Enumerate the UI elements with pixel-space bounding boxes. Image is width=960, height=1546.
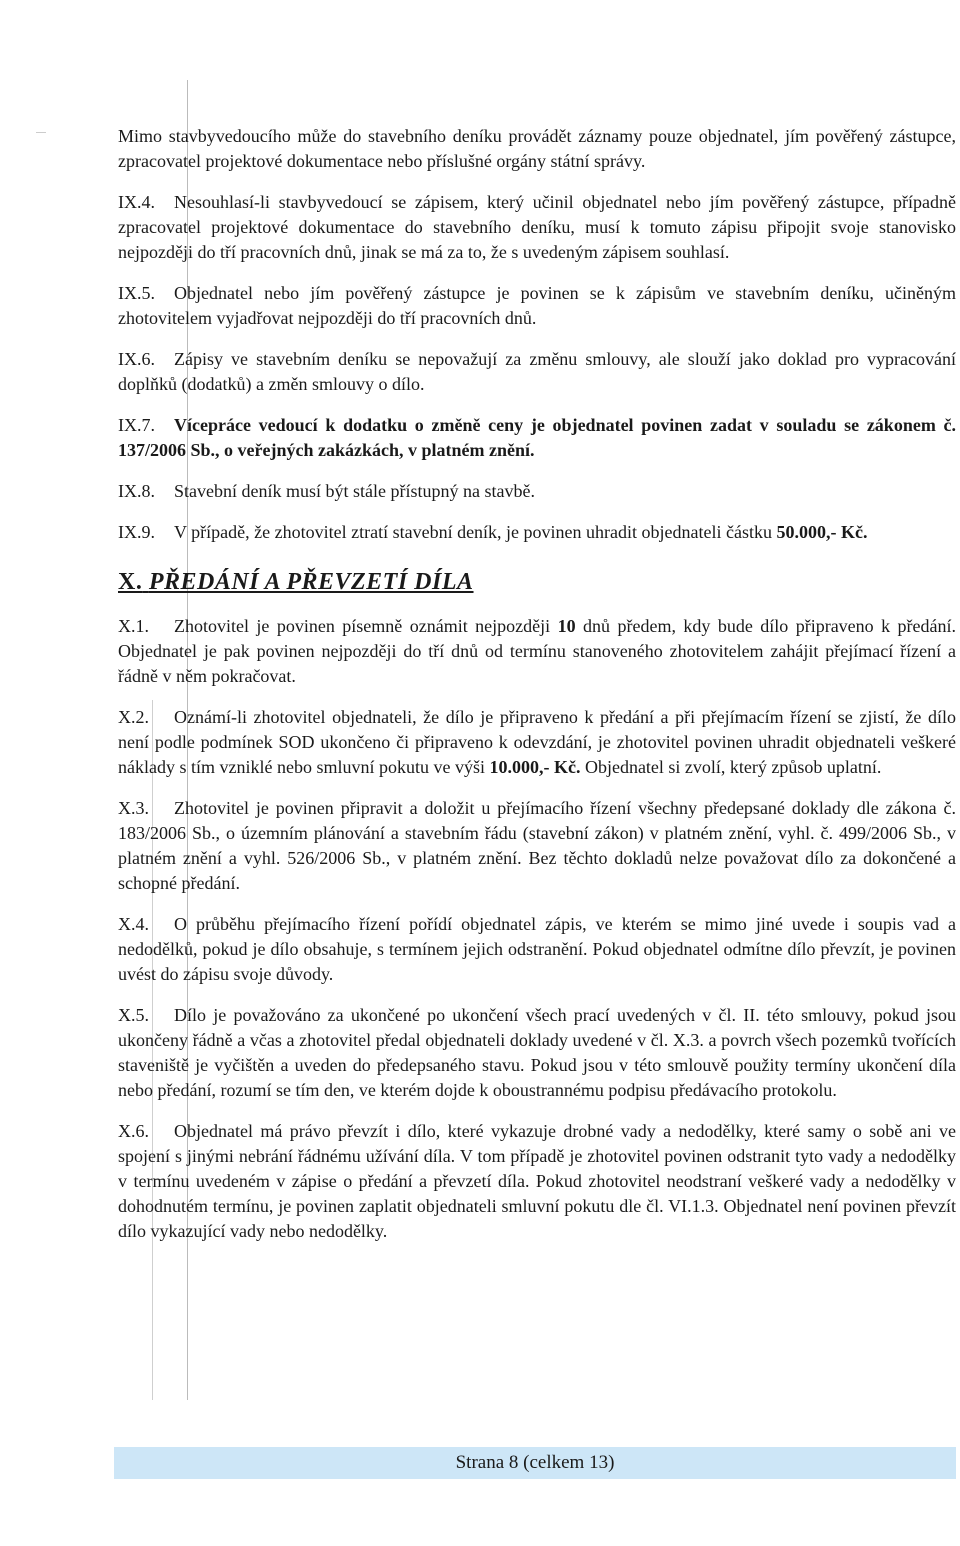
clause-text: V případě, že zhotovitel ztratí stavební deník, je povinen uhradit objednateli částku (174, 522, 772, 542)
clause-amount: 50.000,- Kč. (776, 522, 868, 542)
clause-number: X.6. (118, 1121, 149, 1141)
section-heading (118, 569, 956, 596)
clause-ix-4 (118, 190, 956, 265)
clause-number: X.2. (118, 707, 149, 727)
scan-edge-mark (36, 132, 46, 133)
page-number-label: Strana 8 (celkem 13) (455, 1452, 615, 1473)
clause-text: Zhotovitel je povinen připravit a doložit u přejímacího řízení všechny předepsané doklady dle zákona č. 183/2006 Sb., o územním plánování a stavebním řádu (stavební zákon) v platném znění, vyhl. č. 499/2006 Sb., v platném znění a vyhl. 526/2006 Sb., v platném znění. Bez těchto dokladů nelze považovat dílo za dokončené a schopné předání. (118, 798, 956, 893)
clause-ix-5 (118, 281, 956, 331)
clause-ix-8 (118, 479, 956, 504)
clause-x-4 (118, 912, 956, 987)
clause-ix-9 (118, 520, 956, 545)
document-page (118, 124, 956, 1260)
clause-number: IX.4. (118, 192, 155, 212)
clause-x-5 (118, 1003, 956, 1103)
clause-number: X.5. (118, 1005, 149, 1025)
clause-ix-6 (118, 347, 956, 397)
clause-number: IX.6. (118, 349, 155, 369)
page-footer (114, 1447, 956, 1479)
clause-text: Oznámí-li zhotovitel objednateli, že dílo je připraveno k předání a při přejímacím řízení se zjistí, že dílo není podle podmínek SOD ukončeno či připraveno k odevzdání, je zhotovitel povinen uhradit objednateli veškeré náklady s tím vzniklé nebo smluvní pokutu ve výši (118, 707, 956, 777)
clause-number: IX.9. (118, 522, 155, 542)
clause-x-3 (118, 796, 956, 896)
clause-text: Zhotovitel je povinen písemně oznámit nejpozději (174, 616, 551, 636)
clause-number: IX.5. (118, 283, 155, 303)
clause-number: IX.8. (118, 481, 155, 501)
clause-text: Objednatel nebo jím pověřený zástupce je povinen se k zápisům ve stavebním deníku, učiněným zhotovitelem vyjadřovat nejpozději do tří pracovních dnů. (118, 283, 956, 328)
clause-number: X.3. (118, 798, 149, 818)
clause-text: Stavební deník musí být stále přístupný na stavbě. (174, 481, 535, 501)
clause-amount: 10.000,- Kč. (489, 757, 581, 777)
clause-text-bold: Vícepráce vedoucí k dodatku o změně ceny je objednatel povinen zadat v souladu se zákonem č. 137/2006 Sb., o veřejných zakázkách, v platném znění. (118, 415, 956, 460)
clause-number: X.1. (118, 616, 149, 636)
clause-text: Objednatel má právo převzít i dílo, které vykazuje drobné vady a nedodělky, které samy o sobě ani ve spojení s jinými nebrání řádnému užívání díla. V tom případě je zhotovitel povinen odstranit tyto vady a nedodělky v termínu uvedeném v zápise o předání a převzetí díla. Pokud zhotovitel neodstraní veškeré vady a nedodělky v dohodnutém termínu, je povinen zaplatit objednateli smluvní pokutu dle čl. VI.1.3. Objednatel není povinen převzít dílo vykazující vady nebo nedodělky. (118, 1121, 956, 1241)
clause-text-continued: Objednatel si zvolí, který způsob uplatní. (584, 757, 882, 777)
clause-x-6 (118, 1119, 956, 1244)
clause-number: X.4. (118, 914, 149, 934)
clause-text: O průběhu přejímacího řízení pořídí objednatel zápis, ve kterém se mimo jiné uvede i soupis vad a nedodělků, pokud je dílo obsahuje, s termínem jejich odstranění. Pokud objednatel odmítne dílo převzít, je povinen uvést do zápisu svoje důvody. (118, 914, 956, 984)
section-number: X. (118, 569, 143, 595)
clause-text-continued: dnů předem, kdy bude dílo připraveno k předání. Objednatel je pak povinen nejpozději do tří dnů od termínu stanoveného zhotovitelem zahájit přejímací řízení a řádně v něm pokračovat. (118, 616, 957, 686)
section-title: PŘEDÁNÍ A PŘEVZETÍ DÍLA (148, 569, 474, 595)
intro-paragraph: Mimo stavbyvedoucího může do stavebního deníku provádět záznamy pouze objednatel, jím pověřený zástupce, zpracovatel projektové dokumentace nebo příslušné orgány státní správy. (118, 126, 956, 171)
clause-text: Nesouhlasí-li stavbyvedoucí se zápisem, který učinil objednatel nebo jím pověřený zástupce, případně zpracovatel projektové dokumentace do stavebního deníku, musí k tomuto zápisu připojit svoje stanovisko nejpozději do tří pracovních dnů, jinak se má za to, že s uvedeným zápisem souhlasí. (118, 192, 956, 262)
clause-bold-value: 10 (557, 616, 576, 636)
clause-ix-7 (118, 413, 956, 463)
clause-text: Zápisy ve stavebním deníku se nepovažují za změnu smlouvy, ale slouží jako doklad pro vypracování doplňků (dodatků) a změn smlouvy o dílo. (118, 349, 956, 394)
clause-text: Dílo je považováno za ukončené po ukončení všech prací uvedených v čl. II. této smlouvy, pokud jsou ukončeny řádně a včas a zhotovitel předal objednateli doklady uvedené v čl. X.3. a povrch všech pozemků tvořících staveniště je vyčištěn a uveden do předepsaného stavu. Pokud jsou v této smlouvě použity termíny ukončení díla nebo předání, rozumí se tím den, ve kterém dojde k oboustrannému podpisu předávacího protokolu. (118, 1005, 956, 1100)
clause-x-2 (118, 705, 956, 780)
clause-x-1 (118, 614, 956, 689)
clause-number: IX.7. (118, 415, 155, 435)
